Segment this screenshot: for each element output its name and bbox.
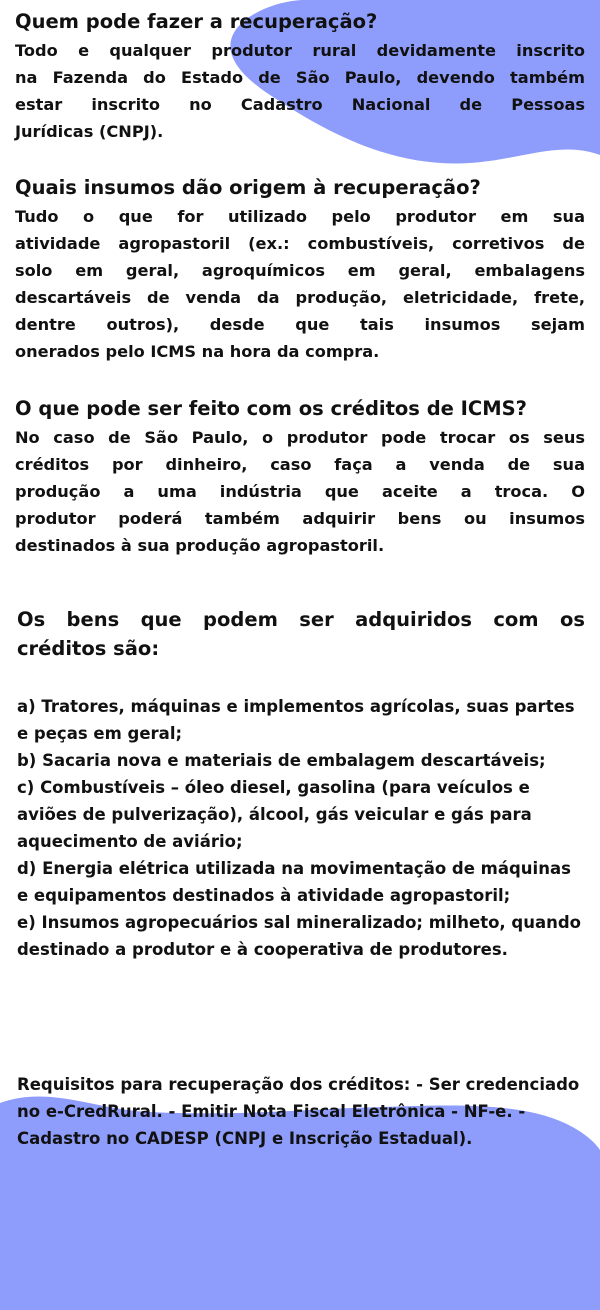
intro-line: Os bens que podem ser adquiridos com os — [17, 608, 585, 631]
section-body-inputs — [15, 203, 585, 365]
body-line: onerados pelo ICMS na hora da compra. — [15, 342, 380, 361]
body-line: destinados à sua produção agropastoril. — [15, 536, 385, 555]
section-body-credits — [15, 424, 585, 559]
body-line: No caso de São Paulo, o produtor pode trocar os seus — [15, 428, 585, 447]
section-title-who: Quem pode fazer a recuperação? — [15, 10, 378, 33]
list-item: b) Sacaria nova e materiais de embalagem descartáveis; — [17, 751, 546, 770]
list-item: d) Energia elétrica utilizada na movimentação de máquinas e equipamentos destinados à atividade agropastoril; — [17, 859, 571, 905]
list-item: a) Tratores, máquinas e implementos agrícolas, suas partes e peças em geral; — [17, 697, 575, 743]
body-line: estar inscrito no Cadastro Nacional de Pessoas — [15, 95, 585, 114]
body-line: na Fazenda do Estado de São Paulo, devendo também — [15, 68, 585, 87]
body-line: Jurídicas (CNPJ). — [15, 122, 164, 141]
intro-line: créditos são: — [17, 637, 160, 660]
list-item: e) Insumos agropecuários sal mineralizado; milheto, quando destinado a produtor e à cooperativa de produtores. — [17, 913, 582, 959]
section-title-inputs: Quais insumos dão origem à recuperação? — [15, 176, 481, 199]
body-line: produção a uma indústria que aceite a troca. O — [15, 482, 585, 501]
body-line: produtor poderá também adquirir bens ou insumos — [15, 509, 585, 528]
body-line: créditos por dinheiro, caso faça a venda de sua — [15, 455, 585, 474]
section-title-credits: O que pode ser feito com os créditos de ICMS? — [15, 397, 527, 420]
goods-intro — [17, 605, 585, 663]
section-body-who — [15, 37, 585, 145]
body-line: solo em geral, agroquímicos em geral, embalagens — [15, 261, 585, 280]
body-line: descartáveis de venda da produção, eletricidade, frete, — [15, 288, 585, 307]
goods-list — [17, 693, 585, 963]
body-line: Tudo o que for utilizado pelo produtor em sua — [15, 207, 585, 226]
requirements-text: Requisitos para recuperação dos créditos: - Ser credenciado no e-CredRural. - Emitir Nota Fiscal Eletrônica - NF-e. -Cadastro no CADESP (CNPJ e Inscrição Estadual). — [17, 1075, 580, 1148]
body-line: dentre outros), desde que tais insumos sejam — [15, 315, 585, 334]
list-item: c) Combustíveis – óleo diesel, gasolina (para veículos e aviões de pulverização), álcool, gás veicular e gás para aquecimento de aviário; — [17, 778, 532, 851]
body-line: Todo e qualquer produtor rural devidamente inscrito — [15, 41, 585, 60]
body-line: atividade agropastoril (ex.: combustíveis, corretivos de — [15, 234, 585, 253]
